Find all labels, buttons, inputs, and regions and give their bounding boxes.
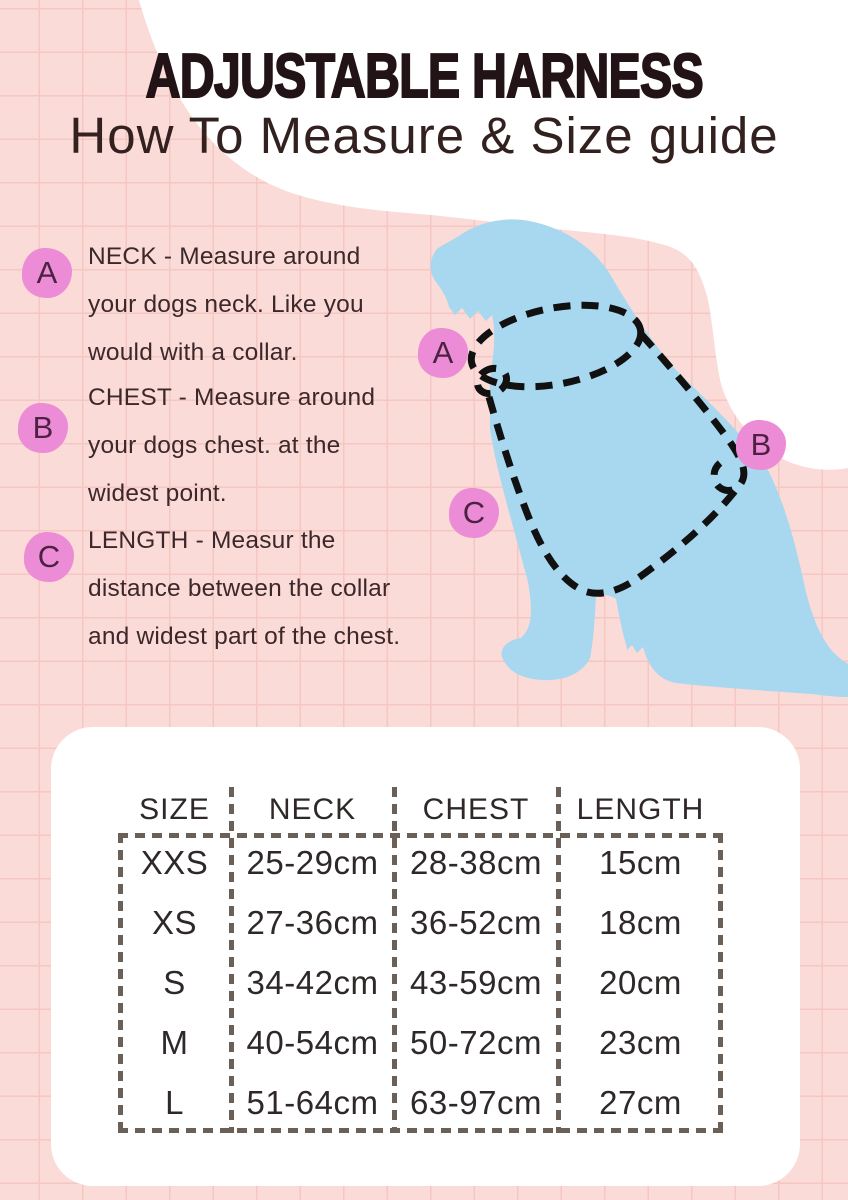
- cell-length: 23cm: [599, 1024, 682, 1061]
- diagram-marker-b: [736, 420, 786, 470]
- cell-chest: 43-59cm: [410, 964, 542, 1001]
- marker-letter: A: [36, 255, 58, 290]
- page-title-text: ADJUSTABLE HARNESS: [145, 41, 703, 111]
- instruction-marker-a: [22, 248, 72, 298]
- instruction-line: LENGTH - Measur the: [88, 527, 336, 554]
- diagram-marker-a: [418, 328, 468, 378]
- marker-letter: B: [750, 427, 772, 462]
- marker-letter: C: [37, 539, 61, 574]
- cell-length: 18cm: [599, 904, 682, 941]
- size-chart-card: [51, 727, 800, 1186]
- instruction-line: your dogs chest. at the: [88, 432, 341, 459]
- instruction-line: your dogs neck. Like you: [88, 291, 364, 318]
- cell-length: 20cm: [599, 964, 682, 1001]
- cell-chest: 50-72cm: [410, 1024, 542, 1061]
- instruction-line: and widest part of the chest.: [88, 623, 401, 650]
- diagram-marker-c: [449, 488, 499, 538]
- instruction-line: CHEST - Measure around: [88, 384, 376, 411]
- instruction-line: distance between the collar: [88, 575, 391, 602]
- instruction-line: widest point.: [88, 480, 227, 507]
- instruction-line: would with a collar.: [88, 339, 298, 366]
- marker-letter: A: [432, 335, 454, 370]
- cell-neck: 34-42cm: [246, 964, 379, 1001]
- cell-neck: 40-54cm: [246, 1024, 379, 1061]
- instruction-line: NECK - Measure around: [88, 243, 361, 270]
- marker-letter: B: [32, 410, 54, 445]
- instruction-text-length: [88, 517, 438, 661]
- col-header-size: SIZE: [139, 793, 210, 826]
- cell-chest: 63-97cm: [410, 1084, 542, 1121]
- instruction-marker-c: [24, 532, 74, 582]
- page-subtitle: [0, 102, 848, 168]
- cell-neck: 51-64cm: [246, 1084, 379, 1121]
- col-header-chest: CHEST: [422, 793, 530, 826]
- marker-letter: C: [462, 495, 486, 530]
- cell-size: S: [163, 964, 186, 1001]
- instruction-text-chest: [88, 374, 438, 518]
- col-header-neck: NECK: [268, 793, 357, 826]
- page-subtitle-text: How To Measure & Size guide: [69, 106, 779, 164]
- instruction-text-neck: [88, 233, 438, 377]
- cell-chest: 36-52cm: [410, 904, 542, 941]
- cell-neck: 27-36cm: [246, 904, 379, 941]
- cell-length: 15cm: [599, 844, 682, 881]
- instruction-marker-b: [18, 403, 68, 453]
- cell-size: M: [160, 1024, 189, 1061]
- cell-size: XS: [151, 904, 198, 941]
- cell-chest: 28-38cm: [410, 844, 542, 881]
- dog-silhouette: [430, 219, 848, 697]
- cell-length: 27cm: [599, 1084, 682, 1121]
- cell-size: XXS: [140, 844, 209, 881]
- col-header-length: LENGTH: [576, 793, 705, 826]
- cell-size: L: [165, 1084, 184, 1121]
- cell-neck: 25-29cm: [246, 844, 379, 881]
- size-table: [118, 787, 723, 1133]
